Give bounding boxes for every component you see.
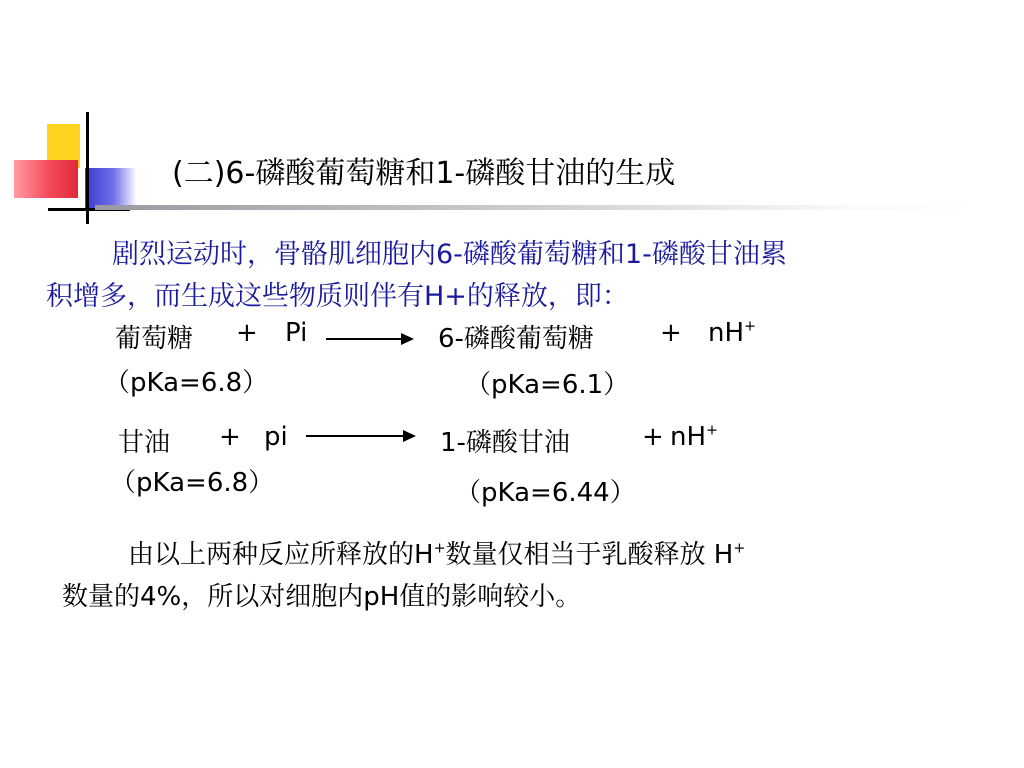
reaction-2-product: 1-磷酸甘油: [440, 428, 570, 458]
conclusion-text-a: 由以上两种反应所释放的H: [128, 540, 434, 570]
reaction-2-reactant: 甘油: [118, 428, 171, 458]
conclusion-line-2: 数量的4%，所以对细胞内pH值的影响较小。: [62, 582, 582, 612]
intro-line-2: 积增多，而生成这些物质则伴有H+的释放，即：: [46, 281, 629, 312]
reaction-1-reagent: Pi: [285, 318, 308, 348]
reaction-1-reactant: 葡萄糖: [115, 324, 194, 354]
reaction-2-reactant-pka: （pKa=6.8）: [110, 468, 275, 498]
reaction-1-proton-symbol: nH: [708, 318, 745, 348]
reaction-2-reagent: pi: [264, 422, 288, 452]
arrow-right-icon: [403, 430, 416, 442]
intro-line-1: 剧烈运动时，骨骼肌细胞内6-磷酸葡萄糖和1-磷酸甘油累: [112, 239, 787, 270]
decor-blue-square: [85, 168, 137, 208]
reaction-2-proton-symbol: nH: [670, 422, 707, 452]
reaction-1-plus: +: [236, 318, 258, 348]
conclusion-charge-1: +: [433, 540, 446, 557]
reaction-2-arrow: [306, 428, 416, 444]
reaction-1-product-pka: （pKa=6.1）: [465, 370, 630, 400]
reaction-2-plus: +: [219, 422, 241, 452]
reaction-1-product-plus: +: [660, 318, 682, 348]
reaction-1-arrow: [326, 331, 414, 347]
reaction-1-proton-charge: +: [744, 318, 757, 335]
reaction-2-product-pka: （pKa=6.44）: [455, 478, 636, 508]
title-underline: [95, 205, 975, 210]
reaction-2-proton: [670, 422, 718, 452]
decor-red-square: [14, 160, 78, 198]
conclusion-text-b: 数量仅相当于乳酸释放 H: [445, 540, 734, 570]
reaction-1-reactant-pka: （pKa=6.8）: [104, 368, 269, 398]
arrow-right-icon: [401, 333, 414, 345]
slide-title: (二)6-磷酸葡萄糖和1-磷酸甘油的生成: [172, 156, 676, 191]
reaction-2-proton-charge: +: [706, 422, 719, 439]
conclusion-line-1: [128, 534, 745, 571]
reaction-2-product-plus: +: [642, 422, 664, 452]
reaction-1-product: 6-磷酸葡萄糖: [438, 324, 594, 354]
conclusion-charge-2: +: [733, 540, 746, 557]
reaction-1-proton: [708, 318, 756, 348]
